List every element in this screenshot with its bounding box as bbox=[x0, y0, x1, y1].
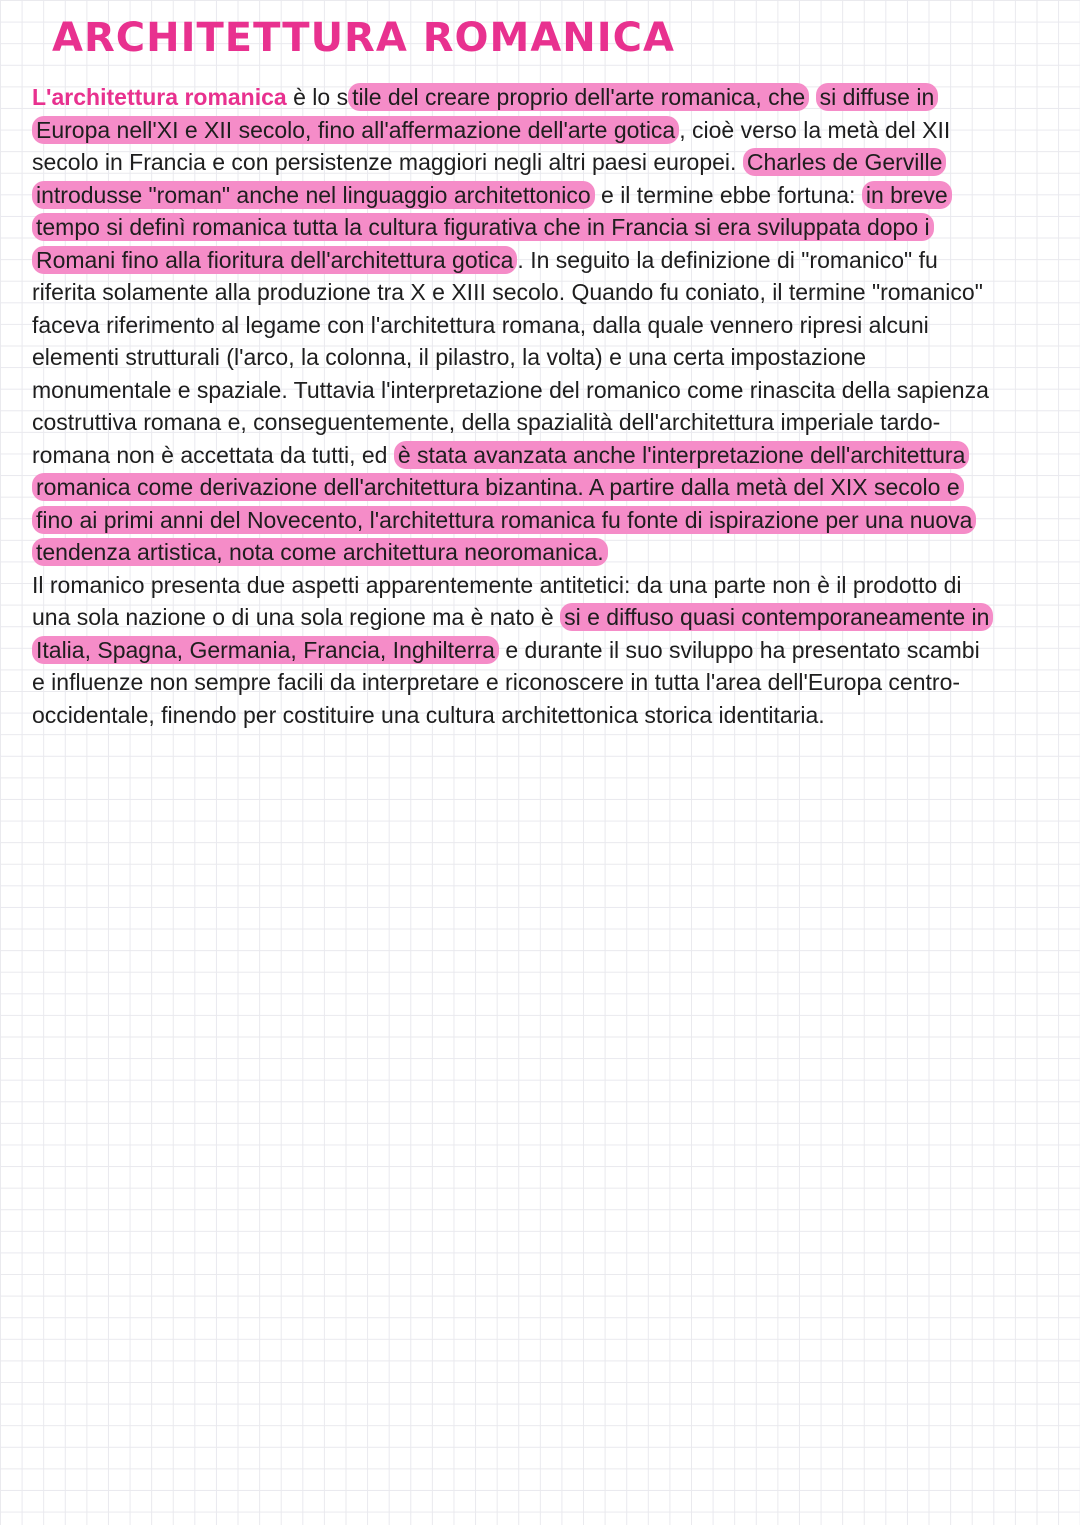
highlight: si e diffuso quasi contemporaneamente in Italia, Spagna, Germania, Francia, Inghilterra bbox=[32, 603, 993, 664]
text-run: è lo s bbox=[286, 84, 349, 110]
highlight: tile del creare proprio dell'arte romanica, che bbox=[348, 83, 809, 111]
text-run: e il termine ebbe fortuna: bbox=[594, 181, 862, 208]
highlight: è stata avanzata anche l'interpretazione dell'architettura romanica come derivazione dell'architettura bizantina. A partire dalla metà del XIX secolo e fino ai primi anni del Novecento, l'architettura romanica fu fonte di ispirazione per una nuova tendenza artistica, nota come architettura neoromanica. bbox=[32, 441, 976, 567]
text-run: e durante il suo sviluppo ha presentato scambi e influenze non sempre facili da interpretare e riconoscere in tutta l'area dell'Europa centro-occidentale, finendo per costituire una cultura architettonica storica identitaria. bbox=[32, 636, 980, 728]
highlight: in breve tempo si definì romanica tutta la cultura figurativa che in Francia si era sviluppata dopo i Romani fino alla fioritura dell'architettura gotica bbox=[32, 181, 952, 274]
body-text bbox=[32, 81, 992, 731]
text-run: , cioè verso la metà del XII secolo in Francia e con persistenze maggiori negli altri paesi europei. bbox=[32, 116, 951, 175]
text-run: . In seguito la definizione di "romanico" fu riferita solamente alla produzione tra X e XIII secolo. Quando fu coniato, il termine "romanico" faceva riferimento al legame con l'architettura romana, dalla quale vennero ripresi alcuni elementi strutturali (l'arco, la colonna, il pilastro, la volta) e una certa impostazione monumentale e spaziale. Tuttavia l'interpretazione del romanico come rinascita della sapienza costruttiva romana e, conseguentemente, della spazialità dell'architettura imperiale tardo-romana non è accettata da tutti, ed bbox=[32, 246, 989, 468]
paragraph-1 bbox=[32, 81, 992, 569]
paragraph-2 bbox=[32, 569, 992, 732]
key-term: L'architettura romanica bbox=[32, 84, 287, 110]
text-run: Il romanico presenta due aspetti apparentemente antitetici: da una parte non è il prodotto di una sola nazione o di una sola regione ma è nato è bbox=[32, 571, 962, 630]
highlight: Charles de Gerville introdusse "roman" anche nel linguaggio architettonico bbox=[32, 148, 946, 209]
highlight: si diffuse in Europa nell'XI e XII secolo, fino all'affermazione dell'arte gotica bbox=[32, 83, 938, 144]
page-title: ARCHITETTURA ROMANICA bbox=[52, 15, 675, 61]
